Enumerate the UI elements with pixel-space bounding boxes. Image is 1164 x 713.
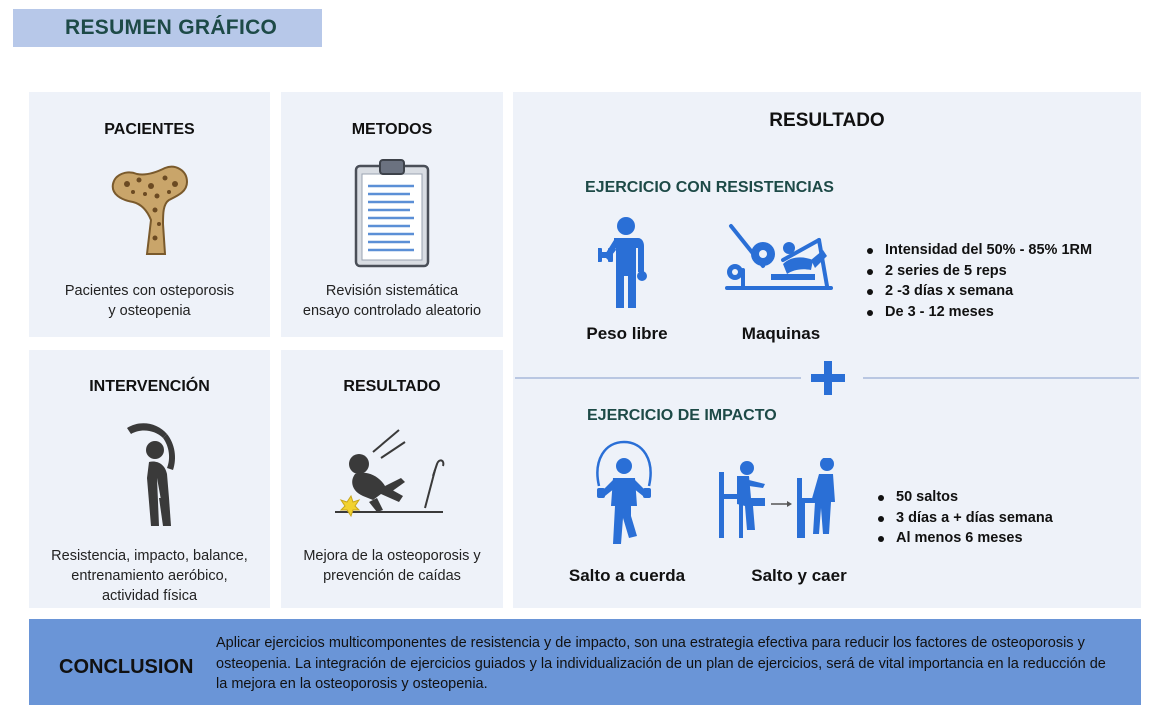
resultado-small-text-line-2: prevención de caídas: [323, 568, 461, 584]
plus-icon: [809, 359, 847, 397]
metodos-text-line-2: ensayo controlado aleatorio: [302, 303, 482, 319]
maquinas-label: Maquinas: [741, 324, 821, 343]
pacientes-panel: [29, 92, 270, 337]
resistencia-bullet: 2 series de 5 reps: [865, 261, 1092, 282]
metodos-panel: [281, 92, 503, 337]
sit-to-stand-icon: [715, 458, 847, 538]
metodos-text: [287, 281, 497, 321]
pacientes-title: PACIENTES: [104, 121, 195, 138]
page-title-banner: [13, 9, 322, 47]
metodos-text-line-1: Revisión sistemática: [325, 283, 459, 299]
conclusion-label: CONCLUSION: [59, 656, 194, 678]
intervencion-panel: [29, 350, 270, 608]
clipboard-icon: [354, 158, 430, 268]
resistencia-bullets: [865, 240, 1092, 322]
resultado-small-text: [287, 546, 497, 586]
resultado-small-title: RESULTADO: [343, 378, 441, 395]
section-divider-right: [863, 377, 1139, 379]
leg-press-machine-icon: [723, 220, 835, 292]
jump-rope-icon: [591, 440, 657, 546]
resultado-small-panel: [281, 350, 503, 608]
stretching-person-icon: [121, 420, 185, 530]
resistencia-bullet: De 3 - 12 meses: [865, 302, 1092, 323]
pacientes-text: [35, 281, 264, 321]
free-weight-person-icon: [598, 216, 650, 312]
intervencion-text: [35, 546, 264, 606]
salto-cuerda-label: Salto a cuerda: [568, 566, 686, 585]
femur-bone-icon: [107, 162, 193, 258]
falling-person-icon: [333, 424, 449, 524]
pacientes-text-line-1: Pacientes con osteporosis: [64, 283, 235, 299]
resistencia-bullet: Intensidad del 50% - 85% 1RM: [865, 240, 1092, 261]
resultado-title: RESULTADO: [769, 110, 885, 131]
conclusion-text: Aplicar ejercicios multicomponentes de resistencia y de impacto, son una estrategia efectiva para reducir los factores de osteoporosis y osteopenia. La integración de ejercicios guiados y la individualización de un plan de ejercicios, será de vital importancia en la reducción de la mejora en la osteoporosis y osteopenia.: [216, 635, 1106, 692]
intervencion-text-line-2: entrenamiento aeróbico,: [71, 568, 228, 584]
page-title: RESUMEN GRÁFICO: [65, 16, 278, 39]
resultado-small-text-line-1: Mejora de la osteoporosis y: [303, 548, 481, 564]
impacto-bullet: 50 saltos: [876, 487, 1053, 508]
section-divider-left: [515, 377, 801, 379]
resistencia-bullet: 2 -3 días x semana: [865, 281, 1092, 302]
resistencia-title: EJERCICIO CON RESISTENCIAS: [585, 179, 834, 196]
intervencion-text-line-3: actividad física: [101, 588, 198, 604]
intervencion-title: INTERVENCIÓN: [89, 378, 210, 395]
peso-libre-label: Peso libre: [586, 324, 668, 343]
impacto-bullet: 3 días a + días semana: [876, 508, 1053, 529]
resultado-panel: [513, 92, 1141, 608]
impacto-title: EJERCICIO DE IMPACTO: [587, 407, 777, 424]
intervencion-text-line-1: Resistencia, impacto, balance,: [51, 548, 248, 564]
conclusion-bar: [29, 619, 1141, 705]
salto-caer-label: Salto y caer: [751, 566, 847, 585]
impacto-bullet: Al menos 6 meses: [876, 528, 1053, 549]
metodos-title: METODOS: [351, 121, 433, 138]
pacientes-text-line-2: y osteopenia: [108, 303, 191, 319]
impacto-bullets: [876, 487, 1053, 549]
